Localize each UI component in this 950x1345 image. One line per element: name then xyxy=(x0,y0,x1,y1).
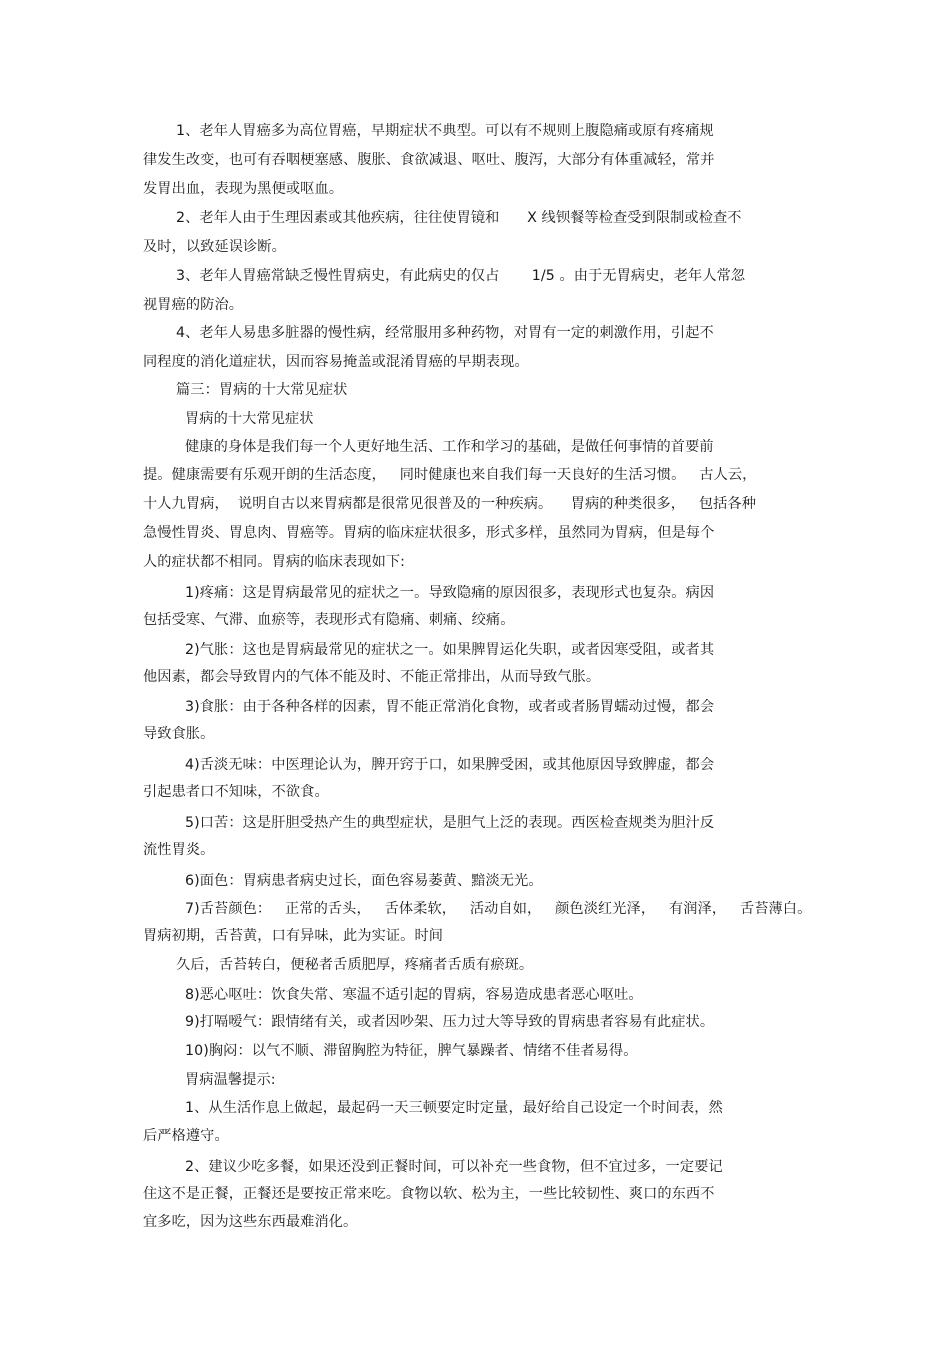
text-line: 导致食胀。 xyxy=(143,726,215,742)
text-line: 3、老年人胃癌常缺乏慢性胃病史，有此病史的仅占 1/5 。由于无胃病史，老年人常忽 xyxy=(176,268,746,284)
text-line: 久后，舌苔转白，便秘者舌质肥厚，疼痛者舌质有瘀斑。 xyxy=(176,957,534,973)
article-title: 胃病的十大常见症状 xyxy=(185,411,314,427)
tip-item: 1、从生活作息上做起，最起码一天三顿要定时定量，最好给自己设定一个时间表，然 xyxy=(185,1100,723,1116)
text-line: 包括受寒、气滞、血瘀等，表现形式有隐痛、刺痛、绞痛。 xyxy=(143,612,515,628)
text-line: 他因素，都会导致胃内的气体不能及时、不能正常排出，从而导致气胀。 xyxy=(143,669,601,685)
symptom-item: 7)舌苔颜色： 正常的舌头， 舌体柔软， 活动自如， 颜色淡红光泽， 有润泽， 舌苔薄白。 xyxy=(185,901,812,917)
symptom-item: 1)疼痛：这是胃病最常见的症状之一。导致隐痛的原因很多，表现形式也复杂。病因 xyxy=(185,585,715,601)
symptom-item: 5)口苦：这是肝胆受热产生的典型症状，是胆气上泛的表现。西医检查规类为胆汁反 xyxy=(185,815,715,831)
text-line: 流性胃炎。 xyxy=(143,842,215,858)
text-line: 健康的身体是我们每一个人更好地生活、工作和学习的基础，是做任何事情的首要前 xyxy=(185,439,714,455)
text-line: 宜多吃，因为这些东西最难消化。 xyxy=(143,1214,358,1230)
text-line: 急慢性胃炎、胃息肉、胃癌等。胃病的临床症状很多，形式多样，虽然同为胃病，但是每个 xyxy=(143,525,715,541)
tips-heading: 胃病温馨提示: xyxy=(185,1072,276,1088)
text-line: 及时，以致延误诊断。 xyxy=(143,239,286,255)
text-line: 1、老年人胃癌多为高位胃癌，早期症状不典型。可以有不规则上腹隐痛或原有疼痛规 xyxy=(176,123,714,139)
symptom-item: 10)胸闷：以气不顺、滞留胸腔为特征，脾气暴躁者、情绪不佳者易得。 xyxy=(185,1043,638,1059)
symptom-item: 2)气胀：这也是胃病最常见的症状之一。如果脾胃运化失职，或者因寒受阻，或者其 xyxy=(185,642,715,658)
text-line: 同程度的消化道症状，因而容易掩盖或混淆胃癌的早期表现。 xyxy=(143,354,529,370)
text-line: 住这不是正餐，正餐还是要按正常来吃。食物以软、松为主，一些比较韧性、爽口的东西不 xyxy=(143,1186,715,1202)
text-line: 发胃出血，表现为黑便或呕血。 xyxy=(143,181,344,197)
symptom-item: 6)面色：胃病患者病史过长，面色容易萎黄、黯淡无光。 xyxy=(185,873,543,889)
symptom-item: 3)食胀：由于各种各样的因素，胃不能正常消化食物，或者或者肠胃蠕动过慢，都会 xyxy=(185,699,715,715)
text-line: 2、老年人由于生理因素或其他疾病，往往使胃镜和 X 线钡餐等检查受到限制或检查不 xyxy=(176,210,742,226)
section-heading: 篇三：胃病的十大常见症状 xyxy=(176,382,348,398)
text-line: 后严格遵守。 xyxy=(143,1128,229,1144)
symptom-item: 9)打嗝嗳气：跟情绪有关，或者因吵架、压力过大等导致的胃病患者容易有此症状。 xyxy=(185,1014,715,1030)
tip-item: 2、建议少吃多餐，如果还没到正餐时间，可以补充一些食物，但不宜过多，一定要记 xyxy=(185,1159,723,1175)
symptom-item: 8)恶心呕吐：饮食失常、寒温不适引起的胃病，容易造成患者恶心呕吐。 xyxy=(185,987,643,1003)
text-line: 人的症状都不相同。胃病的临床表现如下: xyxy=(143,554,406,570)
text-line: 律发生改变，也可有吞咽梗塞感、腹胀、食欲减退、呕吐、腹泻，大部分有体重减轻，常并 xyxy=(143,152,715,168)
text-line: 胃病初期，舌苔黄，口有异味，此为实证。时间 xyxy=(143,928,444,944)
text-line: 引起患者口不知味，不欲食。 xyxy=(143,784,329,800)
text-line: 十人九胃病， 说明自古以来胃病都是很常见很普及的一种疾病。 胃病的种类很多， 包括各种 xyxy=(143,496,756,512)
text-line: 视胃癌的防治。 xyxy=(143,297,244,313)
symptom-item: 4)舌淡无味：中医理论认为，脾开窍于口，如果脾受困，或其他原因导致脾虚，都会 xyxy=(185,757,715,773)
text-line: 4、老年人易患多脏器的慢性病，经常服用多种药物，对胃有一定的刺激作用，引起不 xyxy=(176,325,714,341)
text-line: 提。健康需要有乐观开朗的生活态度， 同时健康也来自我们每一天良好的生活习惯。 古人云， xyxy=(143,467,757,483)
